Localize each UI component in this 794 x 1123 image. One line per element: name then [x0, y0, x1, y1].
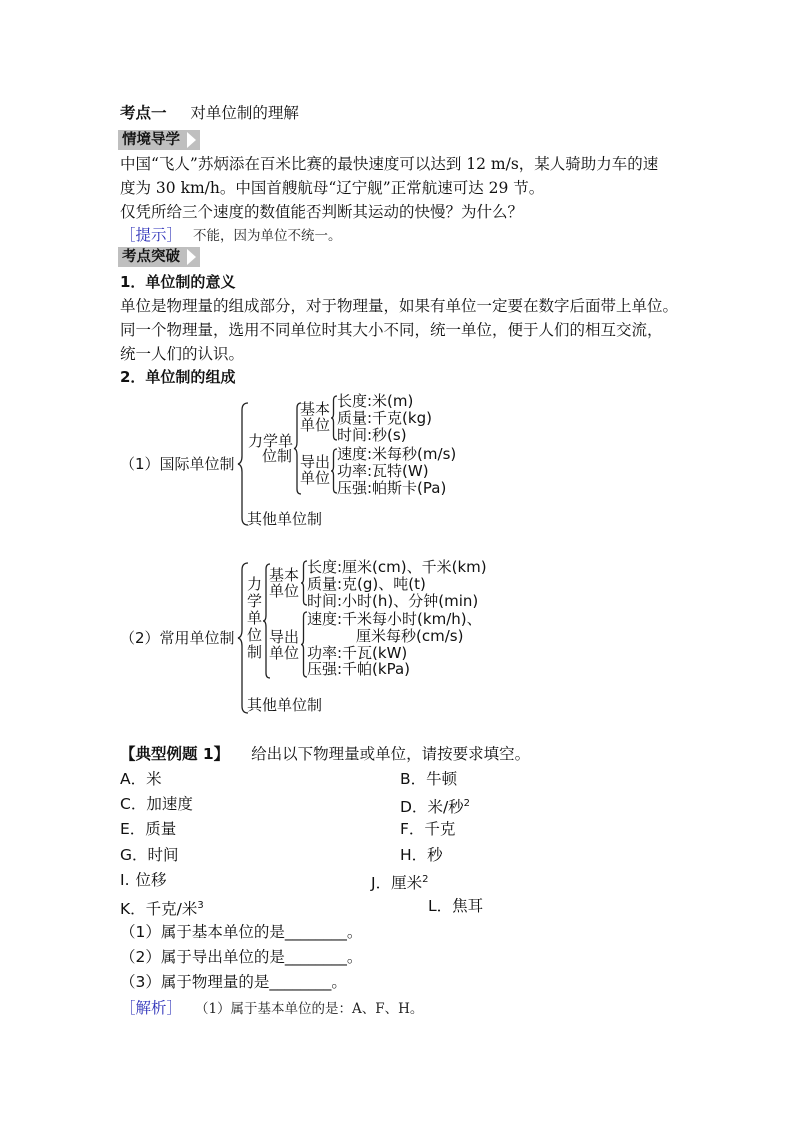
section-heading [120, 101, 299, 125]
common-mech-char-5: 制 [247, 643, 263, 661]
analysis-text: （1）属于基本单位的是：A、F、H。 [194, 1001, 424, 1017]
si-derived-line1: 导出 [300, 453, 331, 471]
point1-heading: 1．单位制的意义 [120, 273, 236, 291]
si-derived-line2: 单位 [300, 469, 331, 487]
si-base-line1: 基本 [300, 400, 331, 418]
point1-line-1: 单位是物理量的组成部分，对于物理量，如果有单位一定要在数字后面带上单位。 [120, 297, 679, 315]
section-label: 考点一 [120, 104, 167, 122]
common-base-item-length: 长度:厘米(cm)、千米(km) [307, 558, 487, 576]
common-derived-item-power: 功率:千瓦(kW) [307, 644, 408, 662]
option-b: B．牛顿 [400, 770, 458, 788]
common-mech-char-3: 单 [247, 609, 263, 627]
option-k: K．千克/米$^3$ [120, 900, 204, 919]
option-a: A．米 [120, 770, 162, 788]
si-base-item-length: 长度:米(m) [337, 392, 414, 410]
analysis [120, 996, 423, 1021]
option-g: G．时间 [120, 846, 179, 864]
common-derived-item-velocity-2: 厘米每秒(cm/s) [356, 627, 464, 645]
common-base-item-mass: 质量:克(g)、吨(t) [307, 575, 426, 593]
option-d: D．米/秒$^2$ [400, 798, 471, 817]
si-base-item-time: 时间:秒(s) [337, 426, 407, 444]
option-c: C．加速度 [120, 795, 193, 813]
point1-line-3: 统一人们的认识。 [120, 345, 245, 363]
si-derived-item-velocity: 速度:米每秒(m/s) [337, 445, 457, 463]
common-label: （2）常用单位制 [120, 629, 235, 647]
option-i: I. 位移 [120, 871, 167, 889]
si-mech-line2: 位制 [262, 447, 293, 465]
si-other: 其他单位制 [247, 510, 323, 528]
example-label: 【典型例题 1】 [120, 745, 230, 763]
scenario-line-3: 仅凭所给三个速度的数值能否判断其运动的快慢？为什么？ [120, 203, 524, 221]
common-derived-item-pressure: 压强:千帕(kPa) [307, 660, 411, 678]
question-2: （2）属于导出单位的是________。 [120, 948, 363, 966]
hint-label: ［提示］ [120, 226, 183, 244]
example-heading [120, 742, 530, 766]
hint-text: 不能，因为单位不统一。 [192, 228, 342, 244]
option-e: E．质量 [120, 820, 177, 838]
section-title: 对单位制的理解 [190, 104, 299, 122]
hint [120, 223, 341, 248]
si-derived-item-power: 功率:瓦特(W) [337, 462, 429, 480]
option-j: J．厘米$^2$ [371, 874, 429, 893]
option-h: H．秒 [400, 846, 443, 864]
common-derived-line1: 导出 [269, 628, 300, 646]
scenario-tag: 情境导学 [118, 130, 200, 150]
question-1: （1）属于基本单位的是________。 [120, 923, 363, 941]
scenario-line-2: 度为 30 km/h。中国首艘航母“辽宁舰”正常航速可达 29 节。 [120, 179, 545, 197]
si-label: （1）国际单位制 [120, 455, 235, 473]
point1-line-2: 同一个物理量，选用不同单位时其大小不同，统一单位，便于人们的相互交流， [120, 321, 663, 339]
common-base-item-time: 时间:小时(h)、分钟(min) [307, 592, 479, 610]
common-mech-char-4: 位 [247, 626, 263, 644]
common-mech-char-1: 力 [247, 575, 263, 593]
common-derived-line2: 单位 [269, 644, 300, 662]
common-base-line2: 单位 [269, 582, 300, 600]
si-main-brace [238, 402, 250, 526]
common-mech-char-2: 学 [247, 592, 263, 610]
si-base-line2: 单位 [300, 416, 331, 434]
question-3: （3）属于物理量的是________。 [120, 973, 347, 991]
option-l: L．焦耳 [428, 897, 484, 915]
si-mech-line1: 力学单 [248, 432, 294, 450]
common-other: 其他单位制 [247, 696, 323, 714]
si-base-item-mass: 质量:千克(kg) [337, 409, 432, 427]
example-prompt: 给出以下物理量或单位，请按要求填空。 [251, 745, 531, 763]
analysis-label: ［解析］ [120, 999, 183, 1017]
common-base-line1: 基本 [269, 566, 300, 584]
point2-heading: 2．单位制的组成 [120, 368, 236, 386]
option-f: F．千克 [400, 820, 456, 838]
si-derived-item-pressure: 压强:帕斯卡(Pa) [337, 479, 447, 497]
breakthrough-tag: 考点突破 [118, 247, 200, 267]
scenario-line-1: 中国“飞人”苏炳添在百米比赛的最快速度可以达到 12 m/s，某人骑助力车的速 [120, 155, 659, 173]
common-derived-item-velocity: 速度:千米每小时(km/h)、 [307, 610, 482, 628]
